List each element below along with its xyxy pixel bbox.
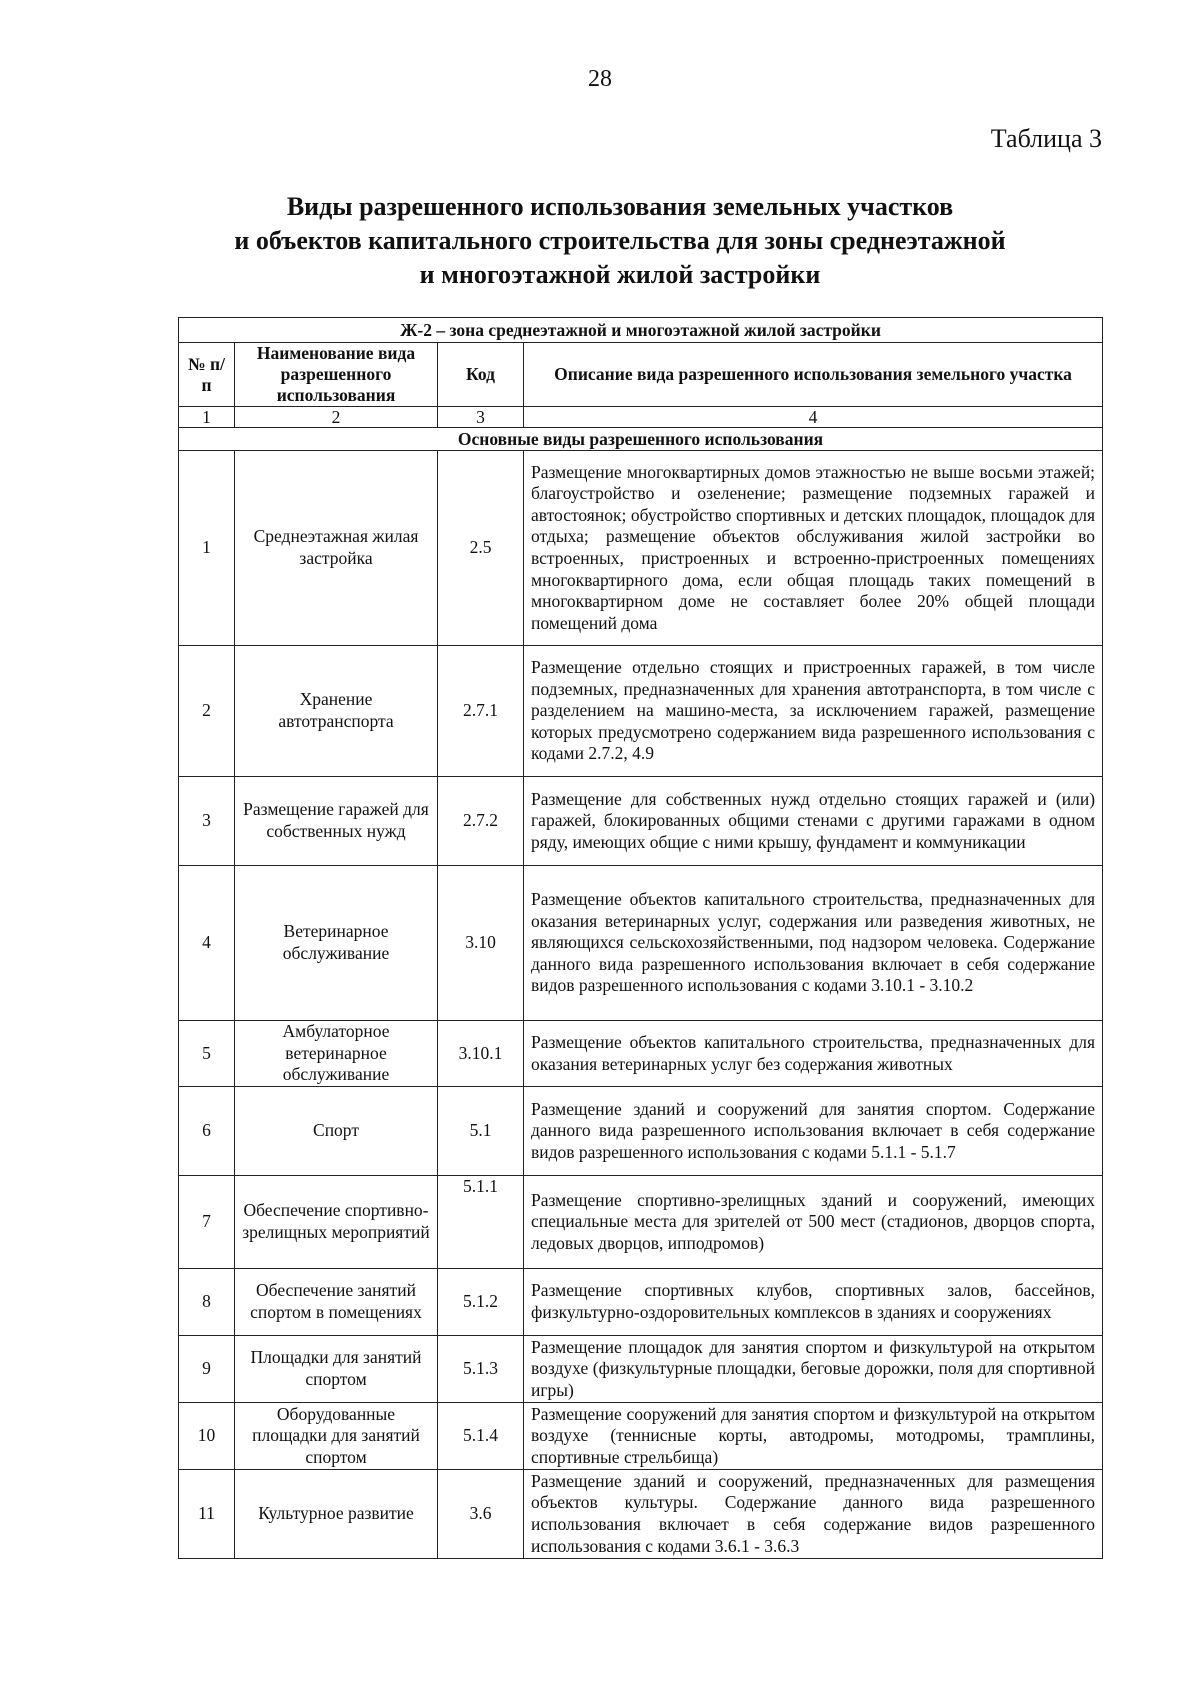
row-number: 6 <box>179 1087 235 1176</box>
use-name: Ветеринарное обслуживание <box>235 866 438 1021</box>
use-description: Размещение зданий и сооружений, предназначенных для размещения объектов культуры. Содержание данного вида разрешенного использования включает в себя содержание видов разрешенного использования с кодами 3.6.1 - 3.6.3 <box>524 1470 1103 1559</box>
use-description: Размещение объектов капитального строительства, предназначенных для оказания ветеринарных услуг без содержания животных <box>524 1021 1103 1087</box>
use-name: Размещение гаражей для собственных нужд <box>235 777 438 866</box>
row-number: 5 <box>179 1021 235 1087</box>
use-code: 2.7.1 <box>438 646 524 777</box>
use-description: Размещение для собственных нужд отдельно стоящих гаражей и (или) гаражей, блокированных общими стенами с другими гаражами в одном ряду, имеющих общие с ними крышу, фундамент и коммуникации <box>524 777 1103 866</box>
use-description: Размещение спортивных клубов, спортивных залов, бассейнов, физкультурно-оздоровительных комплексов в зданиях и сооружениях <box>524 1269 1103 1336</box>
row-number: 4 <box>179 866 235 1021</box>
column-number: 4 <box>524 407 1103 428</box>
column-header-row <box>179 343 1103 407</box>
table-row <box>179 1021 1103 1087</box>
row-number: 2 <box>179 646 235 777</box>
row-number: 3 <box>179 777 235 866</box>
row-number: 8 <box>179 1269 235 1336</box>
row-number: 1 <box>179 451 235 646</box>
use-name: Обеспечение спортивно-зрелищных мероприятий <box>235 1176 438 1269</box>
use-code: 5.1.4 <box>438 1403 524 1470</box>
row-number: 7 <box>179 1176 235 1269</box>
use-description: Размещение сооружений для занятия спортом и физкультурой на открытом воздухе (теннисные корты, автодромы, мотодромы, трамплины, спортивные стрельбища) <box>524 1403 1103 1470</box>
table-row <box>179 451 1103 646</box>
use-code: 3.10.1 <box>438 1021 524 1087</box>
page-number: 28 <box>588 66 612 92</box>
column-number: 2 <box>235 407 438 428</box>
table-row <box>179 1470 1103 1559</box>
use-code: 3.10 <box>438 866 524 1021</box>
zone-header: Ж-2 – зона среднеэтажной и многоэтажной жилой застройки <box>179 318 1103 343</box>
row-number: 9 <box>179 1336 235 1403</box>
table-row <box>179 1176 1103 1269</box>
table-row <box>179 646 1103 777</box>
use-code: 2.5 <box>438 451 524 646</box>
row-number: 10 <box>179 1403 235 1470</box>
use-description: Размещение спортивно-зрелищных зданий и сооружений, имеющих специальные места для зрителей от 500 мест (стадионов, дворцов спорта, ледовых дворцов, ипподромов) <box>524 1176 1103 1269</box>
table-row <box>179 866 1103 1021</box>
use-name: Оборудованные площадки для занятий спортом <box>235 1403 438 1470</box>
table-row <box>179 777 1103 866</box>
use-code: 5.1.2 <box>438 1269 524 1336</box>
table-row <box>179 1403 1103 1470</box>
use-code: 2.7.2 <box>438 777 524 866</box>
use-name: Обеспечение занятий спортом в помещениях <box>235 1269 438 1336</box>
table-row <box>179 1269 1103 1336</box>
table-caption: Таблица 3 <box>990 124 1102 153</box>
row-number: 11 <box>179 1470 235 1559</box>
use-name: Спорт <box>235 1087 438 1176</box>
permitted-use-table <box>178 317 1103 1559</box>
title-line: и объектов капитального строительства для зоны среднеэтажной <box>234 226 1006 255</box>
column-number: 3 <box>438 407 524 428</box>
use-code: 3.6 <box>438 1470 524 1559</box>
use-name: Амбулаторное ветеринарное обслуживание <box>235 1021 438 1087</box>
use-code: 5.1.1 <box>438 1176 524 1269</box>
use-description: Размещение многоквартирных домов этажностью не выше восьми этажей; благоустройство и озеленение; размещение подземных гаражей и автостоянок; обустройство спортивных и детских площадок, площадок для отдыха; размещение объектов обслуживания жилой застройки во встроенных, пристроенных и встроенно-пристроенных помещениях многоквартирного дома, если общая площадь таких помещений в многоквартирном доме не составляет более 20% общей площади помещений дома <box>524 451 1103 646</box>
section-row <box>179 428 1103 451</box>
use-code: 5.1.3 <box>438 1336 524 1403</box>
column-number: 1 <box>179 407 235 428</box>
title-line: Виды разрешенного использования земельных участков <box>286 192 954 221</box>
document-title <box>170 190 1070 292</box>
table-row <box>179 1336 1103 1403</box>
use-description: Размещение отдельно стоящих и пристроенных гаражей, в том числе подземных, предназначенных для хранения автотранспорта, в том числе с разделением на машино-места, за исключением гаражей, размещение которых предусмотрено содержанием вида разрешенного использования с кодами 2.7.2, 4.9 <box>524 646 1103 777</box>
header-desc: Описание вида разрешенного использования земельного участка <box>524 343 1103 407</box>
use-description: Размещение зданий и сооружений для занятия спортом. Содержание данного вида разрешенного использования включает в себя содержание видов разрешенного использования с кодами 5.1.1 - 5.1.7 <box>524 1087 1103 1176</box>
table-row <box>179 1087 1103 1176</box>
use-name: Площадки для занятий спортом <box>235 1336 438 1403</box>
use-name: Хранение автотранспорта <box>235 646 438 777</box>
column-number-row <box>179 407 1103 428</box>
use-description: Размещение объектов капитального строительства, предназначенных для оказания ветеринарных услуг, содержания или разведения животных, не являющихся сельскохозяйственными, под надзором человека. Содержание данного вида разрешенного использования включает в себя содержание видов разрешенного использования с кодами 3.10.1 - 3.10.2 <box>524 866 1103 1021</box>
header-name: Наименование вида разрешенного использования <box>235 343 438 407</box>
use-code: 5.1 <box>438 1087 524 1176</box>
use-name: Среднеэтажная жилая застройка <box>235 451 438 646</box>
use-name: Культурное развитие <box>235 1470 438 1559</box>
section-title: Основные виды разрешенного использования <box>179 428 1103 451</box>
use-description: Размещение площадок для занятия спортом и физкультурой на открытом воздухе (физкультурные площадки, беговые дорожки, поля для спортивной игры) <box>524 1336 1103 1403</box>
header-code: Код <box>438 343 524 407</box>
title-line: и многоэтажной жилой застройки <box>419 260 821 289</box>
zone-header-row <box>179 318 1103 343</box>
header-num: № п/п <box>179 343 235 407</box>
